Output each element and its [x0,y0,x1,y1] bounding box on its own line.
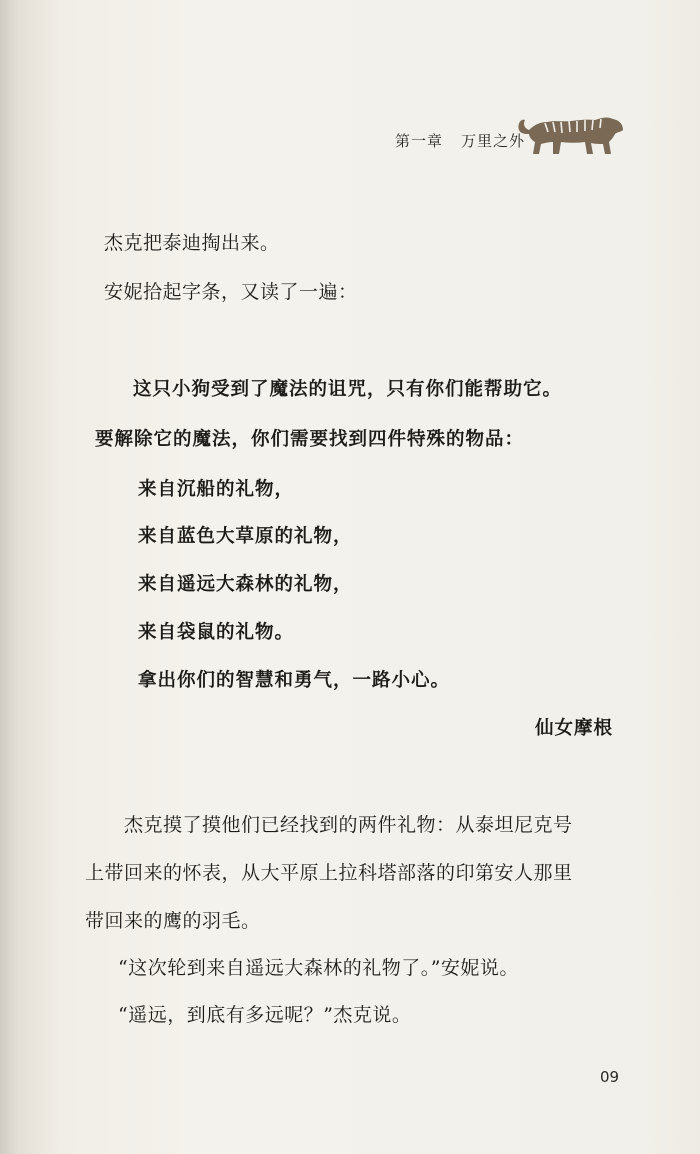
letter-line: 来自蓝色大草原的礼物， [138,526,353,547]
dialogue-line: “遥远，到底有多远呢？”杰克说。 [118,1004,412,1026]
tiger-silhouette-icon [515,110,627,158]
letter-line: 这只小狗受到了魔法的诅咒，只有你们能帮助它。 [133,379,563,400]
letter-line: 来自袋鼠的礼物。 [138,622,295,643]
chapter-title: 万里之外 [461,132,526,150]
letter-line: 拿出你们的智慧和勇气，一路小心。 [138,670,451,691]
dialogue-line: “这次轮到来自遥远大森林的礼物了。”安妮说。 [118,957,519,979]
running-header [395,130,525,151]
paragraph: 安妮拾起字条，又读了一遍： [104,281,358,303]
letter-signature: 仙女摩根 [535,718,614,739]
paragraph-line: 带回来的鹰的羽毛。 [85,910,261,932]
paragraph-line: 杰克摸了摸他们已经找到的两件礼物：从泰坦尼克号 [124,814,573,836]
page-number: 09 [600,1068,620,1086]
letter-line: 来自沉船的礼物， [138,479,295,500]
paragraph-line: 上带回来的怀表，从大平原上拉科塔部落的印第安人那里 [85,862,573,884]
chapter-number: 第一章 [395,132,444,150]
paragraph: 杰克把泰迪掏出来。 [104,232,280,254]
letter-line: 要解除它的魔法，你们需要找到四件特殊的物品： [95,429,525,450]
letter-line: 来自遥远大森林的礼物， [138,574,353,595]
